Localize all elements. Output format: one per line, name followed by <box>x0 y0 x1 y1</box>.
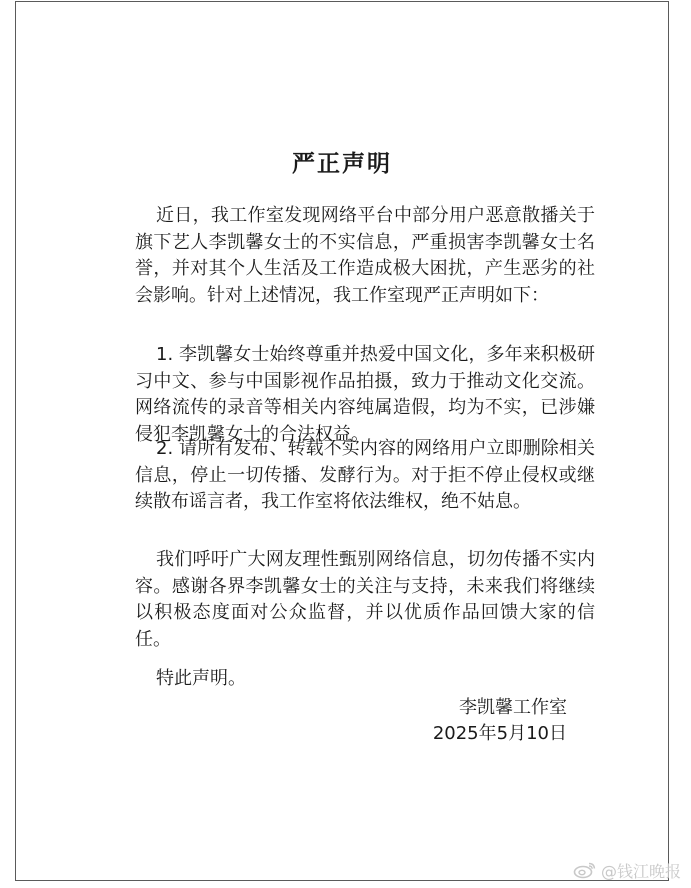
closing-line: 特此声明。 <box>156 668 246 689</box>
signature-block <box>433 695 567 747</box>
signature-org: 李凯馨工作室 <box>459 697 567 718</box>
statement-item-2: 2. 请所有发布、转载不实内容的网络用户立即删除相关信息，停止一切传播、发酵行为。对于拒不停止侵权或继续散布谣言者，我工作室将依法维权，绝不姑息。 <box>135 438 595 512</box>
statement-document <box>15 1 669 881</box>
weibo-icon <box>573 861 597 879</box>
statement-item-1: 1. 李凯馨女士始终尊重并热爱中国文化，多年来积极研习中文、参与中国影视作品拍摄，致力于推动文化交流。网络流传的录音等相关内容纯属造假，均为不实，已涉嫌侵犯李凯馨女士的合法权益。 <box>135 344 595 445</box>
intro-paragraph: 近日，我工作室发现网络平台中部分用户恶意散播关于旗下艺人李凯馨女士的不实信息，严重损害李凯馨女士名誉，并对其个人生活及工作造成极大困扰，产生恶劣的社会影响。针对上述情况，我工作室现严正声明如下： <box>135 205 595 306</box>
watermark-text: @钱江晚报 <box>600 861 681 881</box>
document-title: 严正声明 <box>292 151 392 177</box>
signature-date: 2025年5月10日 <box>432 723 567 744</box>
appeal-paragraph: 我们呼吁广大网友理性甄别网络信息，切勿传播不实内容。感谢各界李凯馨女士的关注与支持，未来我们将继续以积极态度面对公众监督，并以优质作品回馈大家的信任。 <box>135 549 595 650</box>
source-watermark <box>573 858 681 882</box>
